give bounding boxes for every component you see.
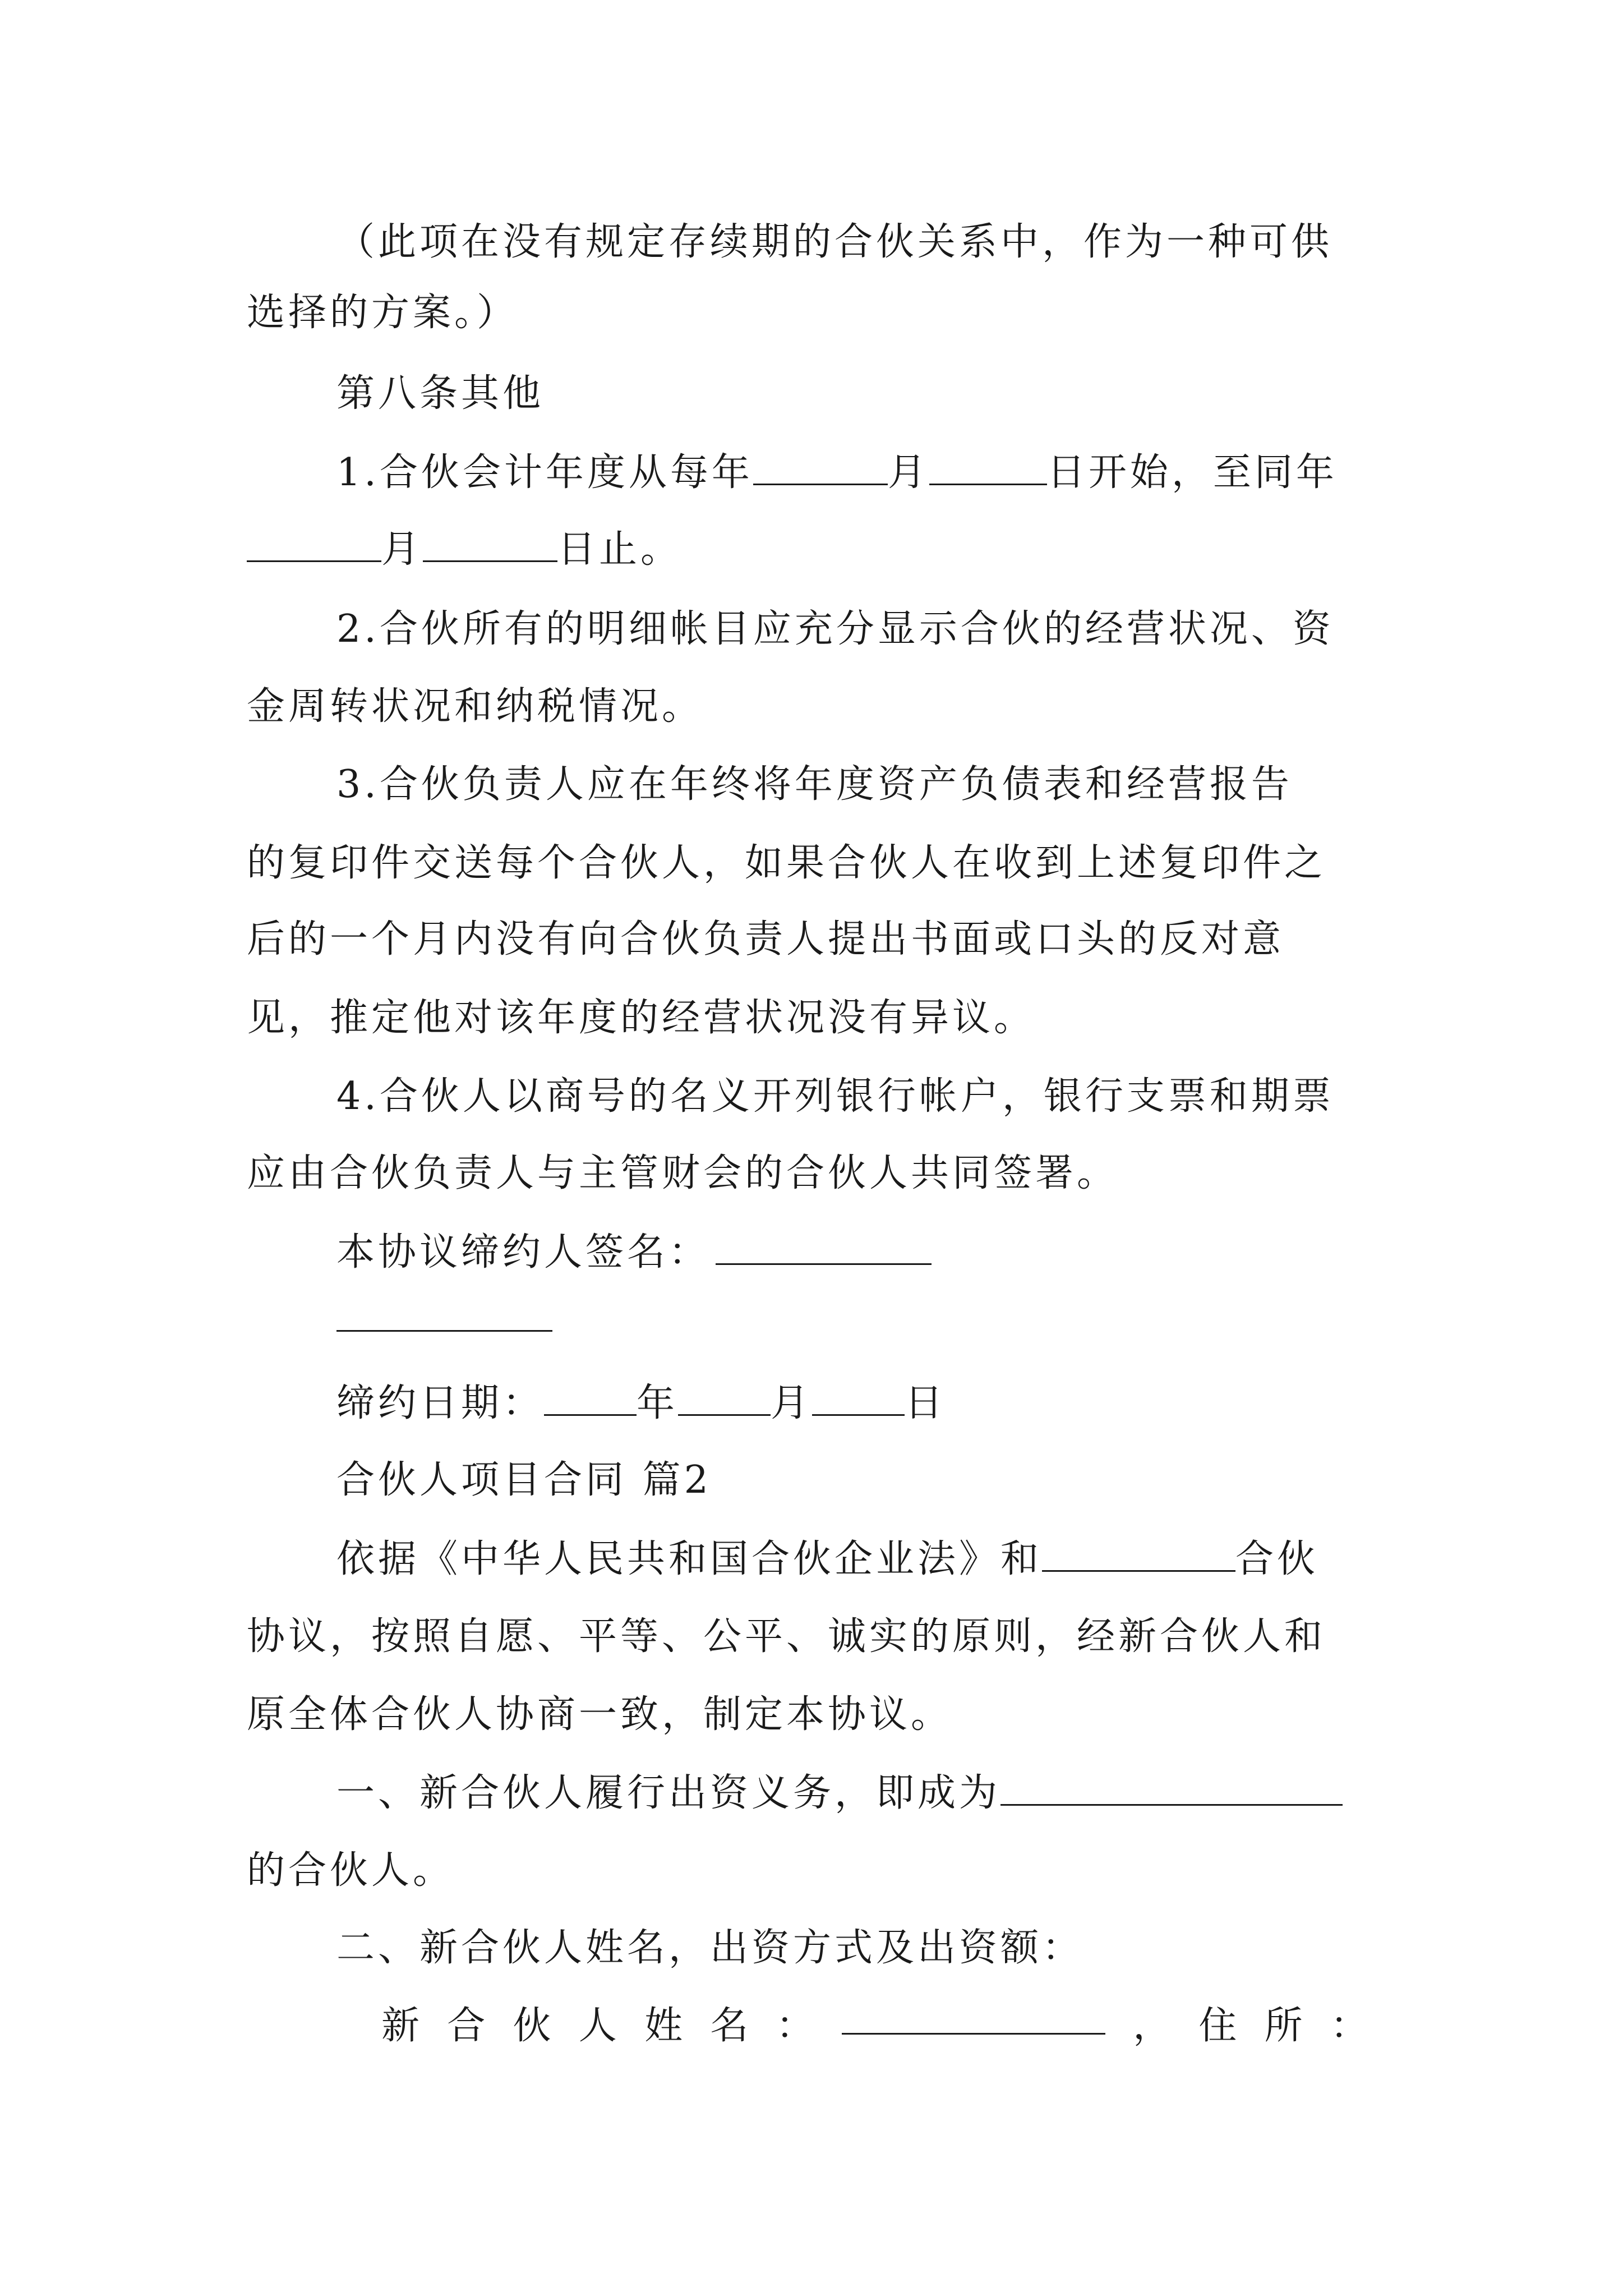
char: 住 [1198,2004,1237,2048]
fill-blank[interactable] [423,526,557,562]
article-heading: 第八条其他 [336,371,545,416]
char: ， [1133,2004,1172,2048]
paragraph-line: 见，推定他对该年度的经营状况没有异议。 [247,996,1036,1040]
fill-blank[interactable] [247,526,381,562]
signature-blank[interactable] [336,1295,552,1332]
paragraph-line: 协议，按照自愿、平等、公平、诚实的原则，经新合伙人和 [247,1614,1326,1659]
signature-line-2 [336,1291,1380,1347]
name-blank[interactable] [842,1998,1105,2035]
fill-blank[interactable] [753,449,888,485]
paragraph-line: 4.合伙人以商号的名义开列银行帐户，银行支票和期票 [336,1074,1334,1119]
text-segment: 依据《中华人民共和国合伙企业法》和 [336,1537,1043,1581]
char: ： [1330,2004,1368,2048]
paragraph-line: 二、新合伙人姓名，出资方式及出资额： [336,1926,1084,1970]
text-segment: 月 [887,450,929,495]
fill-blank[interactable] [812,1379,905,1416]
char: 新 [381,2004,420,2048]
signature-line [336,1225,1380,1281]
char: 伙 [513,2004,551,2048]
text-segment: 合伙 [1235,1537,1319,1581]
fill-blank[interactable] [544,1379,637,1416]
paragraph-line: 选择的方案。） [247,291,519,335]
text-segment: 日 [905,1381,947,1425]
text-segment: 1.合伙会计年度从每年 [336,450,753,495]
date-line [336,1375,1380,1432]
char: 合 [447,2004,486,2048]
section-title: 合伙人项目合同 篇2 [336,1458,712,1502]
char: 姓 [644,2004,683,2048]
text-segment: 年 [637,1381,679,1425]
char: 所 [1264,2004,1303,2048]
paragraph-line: 的合伙人。 [247,1848,455,1893]
date-label: 缔约日期： [336,1381,545,1425]
text-segment: 日止。 [557,527,683,572]
text-segment: 日开始，至同年 [1046,450,1338,495]
paragraph-line: 3.合伙负责人应在年终将年度资产负债表和经营报告 [336,762,1293,807]
paragraph-line [336,1765,1380,1821]
text-segment: 一、新合伙人履行出资义务，即成为 [336,1771,1001,1815]
clause-1-line [247,522,1380,578]
fill-blank[interactable] [1000,1769,1343,1806]
char: 人 [578,2004,617,2048]
paragraph-line: 金周转状况和纳税情况。 [247,684,704,729]
fill-blank[interactable] [929,449,1047,485]
clause-1-line [336,445,1380,501]
paragraph-line: 应由合伙负责人与主管财会的合伙人共同签署。 [247,1151,1119,1195]
text-segment: 月 [771,1381,813,1425]
paragraph-line: 原全体合伙人协商一致，制定本协议。 [247,1692,953,1737]
new-partner-line [381,1998,1368,2054]
paragraph-line: 的复印件交送每个合伙人，如果合伙人在收到上述复印件之 [247,841,1326,885]
paragraph-line [336,1531,1380,1588]
paragraph-line: 后的一个月内没有向合伙负责人提出书面或口头的反对意 [247,917,1285,961]
fill-blank[interactable] [678,1379,771,1416]
char: 名 [710,2004,749,2048]
signature-label: 本协议缔约人签名： [336,1230,711,1274]
paragraph-line: （此项在没有规定存续期的合伙关系中，作为一种可供 [336,220,1333,264]
signature-blank[interactable] [716,1228,932,1265]
text-segment: 月 [381,527,423,572]
fill-blank[interactable] [1042,1535,1235,1572]
char: ： [776,2004,814,2048]
paragraph-line: 2.合伙所有的明细帐目应充分显示合伙的经营状况、资 [336,607,1334,651]
